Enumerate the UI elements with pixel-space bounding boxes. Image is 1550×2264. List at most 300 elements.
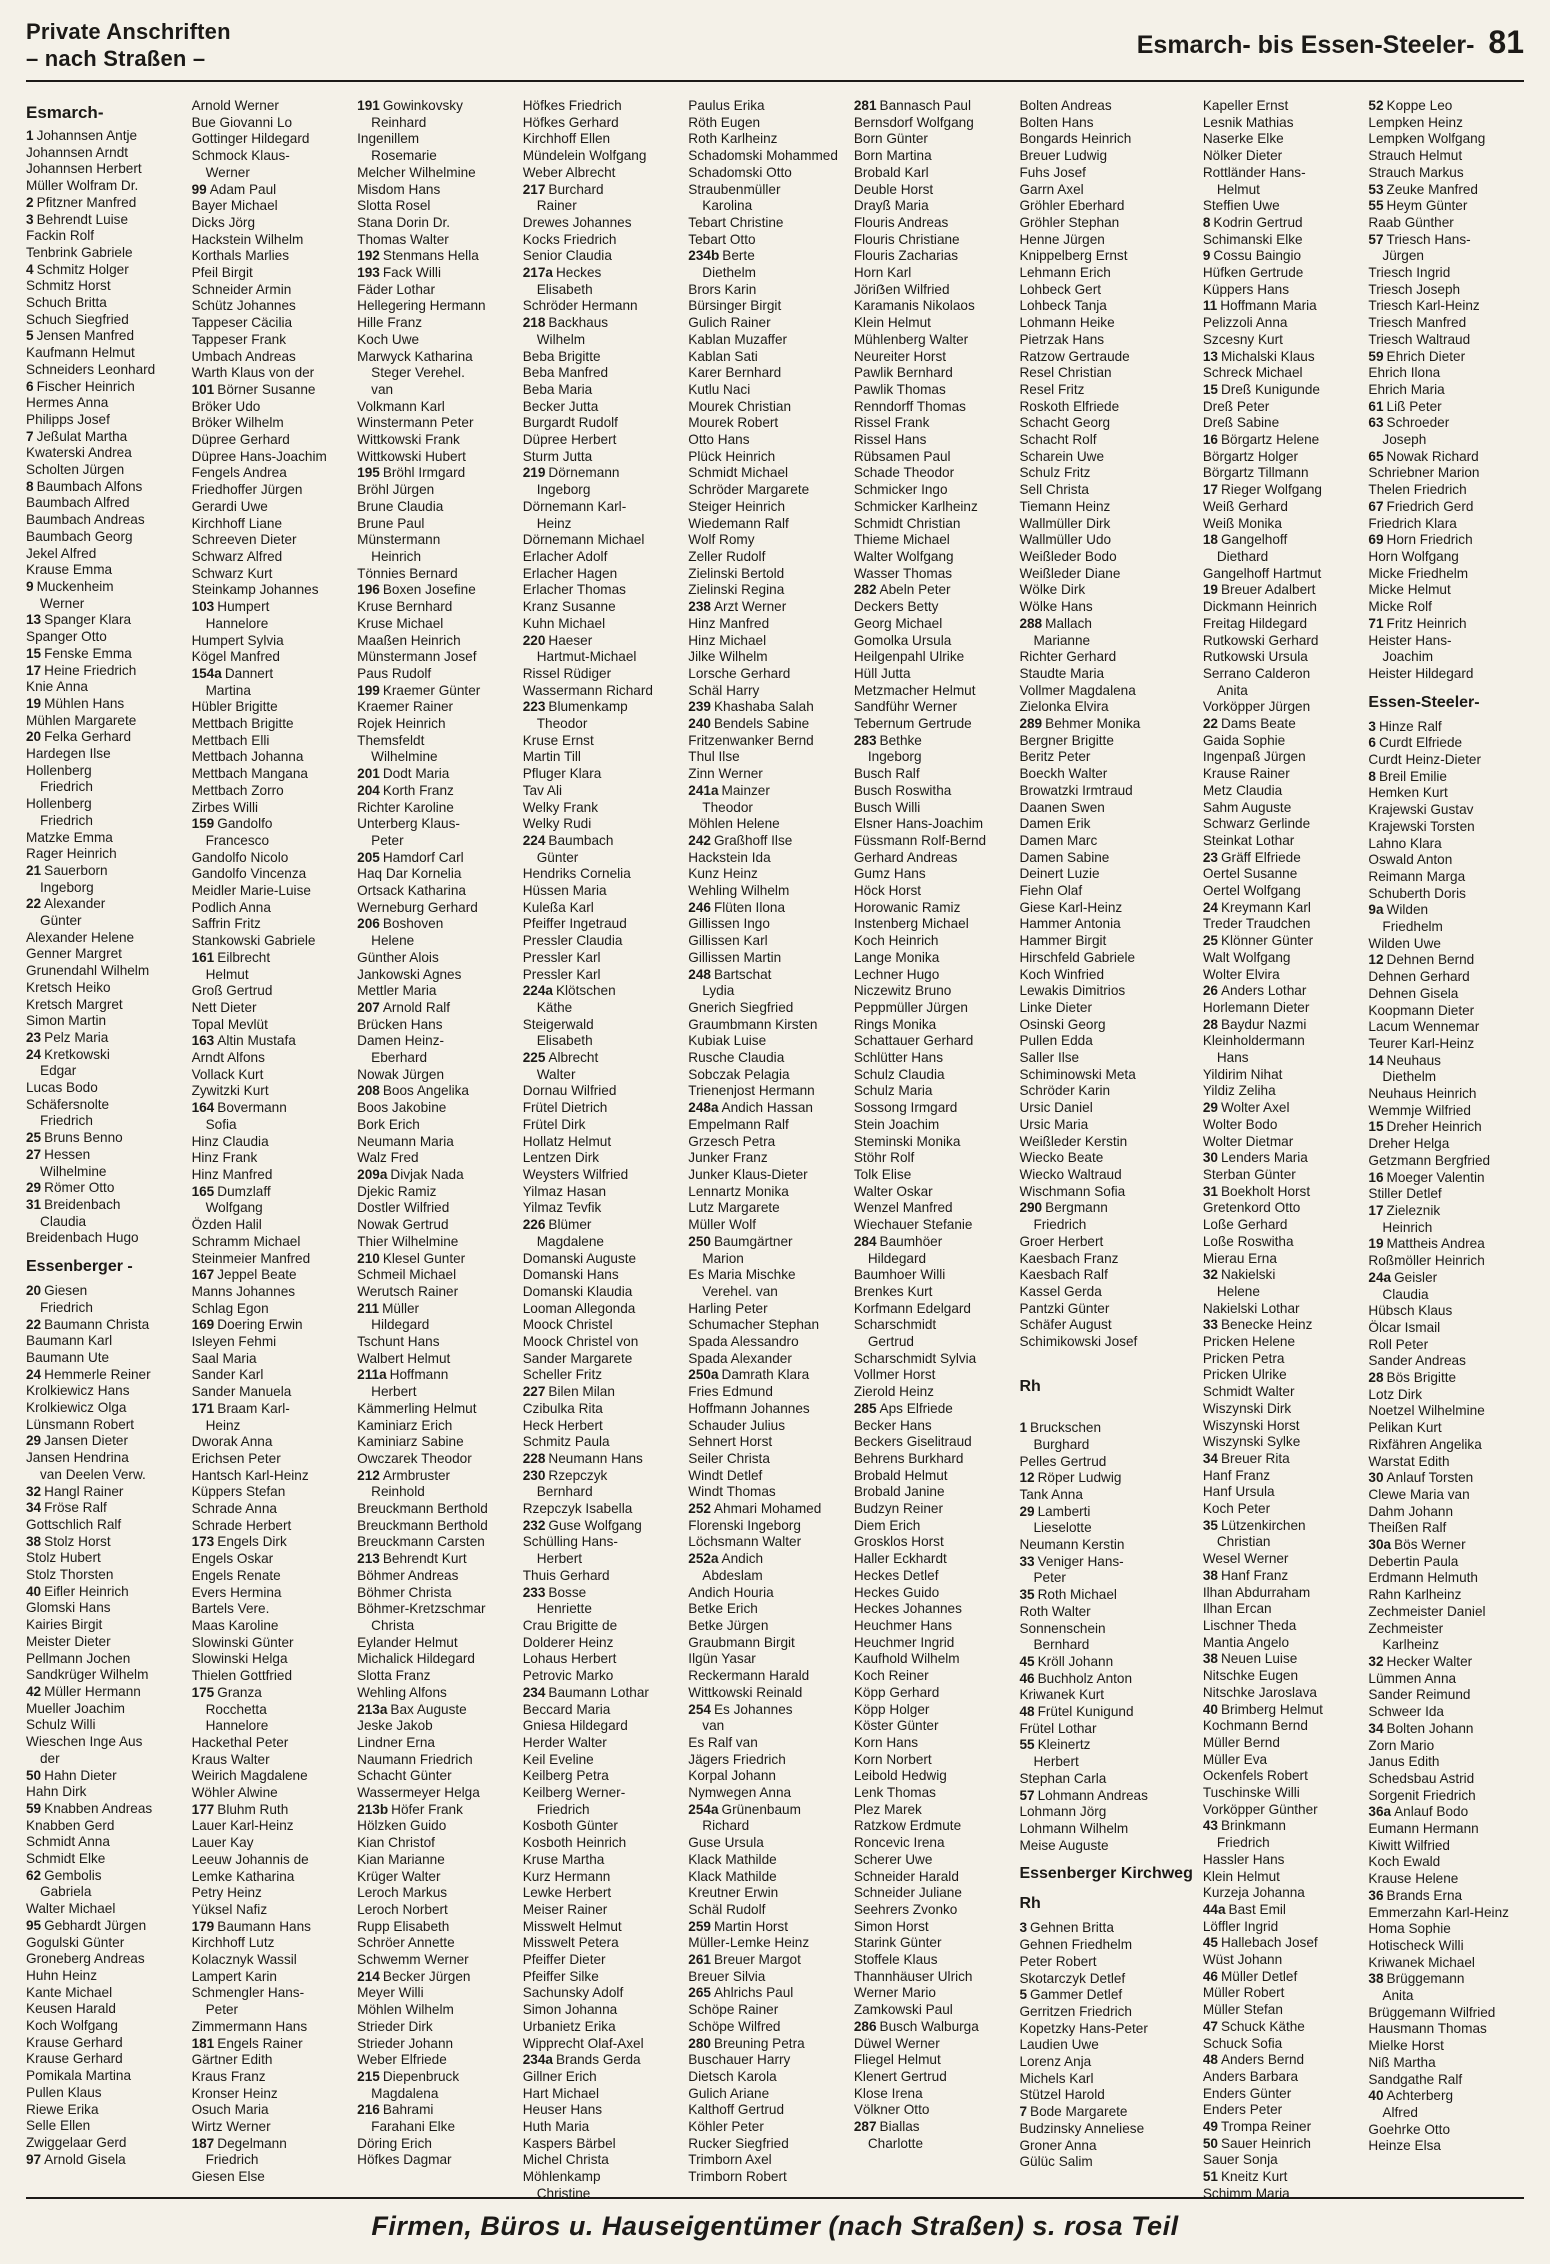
resident-entry — [1368, 332, 1524, 349]
resident-name: Trompa Reiner — [1220, 2119, 1312, 2135]
resident-entry — [1019, 349, 1192, 366]
resident-entry — [1203, 850, 1359, 867]
resident-entry — [854, 1000, 1010, 1017]
resident-name: Curdt Heinz-Dieter — [1368, 752, 1481, 768]
resident-name: Schmidt Walter — [1202, 1384, 1295, 1400]
resident-entry — [1019, 198, 1192, 215]
resident-entry — [357, 850, 513, 867]
street-heading: Essen-Steeler- — [1368, 693, 1480, 711]
resident-name: Kruse Michael — [357, 615, 444, 631]
resident-entry — [26, 2051, 182, 2068]
resident-name: Meister Dieter — [26, 1633, 111, 1649]
resident-name: Leeuw Johannis de — [191, 1851, 309, 1867]
resident-name: Schäl Harry — [688, 682, 760, 698]
resident-name: Erlacher Thomas — [522, 582, 626, 598]
resident-entry — [854, 1367, 1010, 1384]
entry-continuation: Günter — [40, 913, 82, 929]
resident-name: Gehnen Britta — [1030, 1920, 1114, 1936]
resident-entry — [1019, 1821, 1192, 1838]
resident-entry — [1368, 1821, 1524, 1838]
resident-name: Rahn Karlheinz — [1368, 1587, 1462, 1603]
resident-name: Erlacher Hagen — [522, 565, 618, 581]
resident-entry — [1019, 967, 1192, 984]
resident-name: Moock Christel von — [522, 1334, 639, 1350]
resident-entry — [854, 850, 1010, 867]
resident-entry — [1203, 950, 1359, 967]
street-heading: Rh — [1019, 1895, 1041, 1913]
resident-name: Kiwitt Wilfried — [1368, 1837, 1450, 1853]
entry-continuation: Burghard — [1033, 1436, 1090, 1452]
entry-continuation: Hildegard — [867, 1250, 927, 1266]
resident-entry — [192, 1551, 348, 1568]
resident-entry — [1203, 1217, 1359, 1234]
resident-name: Brobald Helmut — [853, 1467, 948, 1483]
resident-name: Jensen Manfred — [36, 328, 135, 344]
resident-entry — [357, 532, 513, 549]
resident-name: Hüfken Gertrude — [1202, 265, 1304, 281]
resident-entry — [357, 1852, 513, 1869]
resident-entry — [1203, 1952, 1359, 1969]
resident-entry — [1368, 1905, 1524, 1922]
entry-continuation: Magdalene — [536, 1233, 604, 1249]
resident-entry — [1203, 1167, 1359, 1184]
resident-name: Slowinski Helga — [191, 1651, 288, 1667]
resident-entry — [523, 1585, 679, 1602]
resident-entry — [26, 128, 182, 145]
house-number: 192 — [357, 248, 380, 264]
resident-entry — [1368, 752, 1524, 769]
resident-entry — [523, 1835, 679, 1852]
resident-name: Schäl Rudolf — [688, 1901, 766, 1917]
resident-name: Lohmann Jörg — [1019, 1804, 1107, 1820]
resident-name: Lohmann Wilhelm — [1019, 1820, 1129, 1836]
resident-name: Graubmann Birgit — [688, 1634, 795, 1650]
resident-entry — [688, 1017, 844, 1034]
resident-name: Triesch Karl-Heinz — [1368, 298, 1480, 314]
house-number: 248 — [688, 966, 711, 982]
resident-name: Weißleder Diane — [1019, 565, 1121, 581]
house-number: 239 — [688, 699, 711, 715]
entry-continuation: Helmut — [205, 966, 249, 982]
resident-entry — [1368, 1888, 1524, 1905]
resident-entry — [688, 850, 844, 867]
resident-name: Bue Giovanni Lo — [191, 114, 293, 130]
resident-name: Steminski Monika — [853, 1133, 961, 1149]
resident-name: Khashaba Salah — [713, 699, 814, 715]
resident-name: Domanski Hans — [522, 1267, 619, 1283]
resident-entry — [854, 1150, 1010, 1167]
resident-entry — [1203, 1869, 1359, 1886]
resident-name: Tenbrink Gabriele — [26, 244, 133, 260]
resident-name: Bode Margarete — [1030, 2104, 1128, 2120]
resident-entry — [1203, 649, 1359, 666]
resident-entry — [854, 1885, 1010, 1902]
resident-entry — [357, 983, 513, 1000]
column-1 — [26, 98, 182, 2203]
resident-entry — [1368, 1671, 1524, 1688]
resident-entry — [357, 1451, 513, 1468]
resident-entry — [1019, 516, 1192, 533]
resident-entry — [854, 482, 1010, 499]
resident-name: Breuckmann Berthold — [357, 1501, 488, 1517]
resident-name: Baumhöer — [879, 1233, 943, 1249]
resident-entry — [523, 1251, 679, 1268]
house-number: 29 — [1019, 1503, 1035, 1519]
resident-name: Sandführ Werner — [853, 699, 958, 715]
resident-name: Umbach Andreas — [191, 348, 296, 364]
resident-name: Arzt Werner — [713, 599, 787, 615]
resident-name: Pricken Helene — [1202, 1334, 1296, 1350]
resident-entry — [26, 1047, 182, 1064]
resident-name: Breuckmann Berthold — [357, 1517, 488, 1533]
resident-name: Bergmann — [1045, 1200, 1108, 1216]
house-number: 11 — [1202, 298, 1218, 314]
resident-entry — [26, 2085, 182, 2102]
resident-entry — [854, 1434, 1010, 1451]
house-number: 18 — [1202, 532, 1218, 548]
resident-name: Huhn Heinz — [26, 1967, 98, 1983]
resident-entry — [688, 2119, 844, 2136]
resident-entry — [192, 1334, 348, 1351]
resident-name: Hollenberg — [26, 762, 92, 778]
resident-name: Müller Hermann — [44, 1683, 141, 1699]
resident-name: Schmidt Michael — [688, 465, 789, 481]
resident-name: Hahn Dieter — [44, 1767, 117, 1783]
resident-entry — [192, 449, 348, 466]
resident-entry — [357, 1568, 513, 1585]
house-number: 281 — [853, 98, 877, 113]
resident-entry — [192, 1083, 348, 1100]
resident-name: Lamberti — [1037, 1503, 1091, 1519]
resident-entry — [688, 1067, 844, 1084]
resident-entry — [1368, 1687, 1524, 1704]
resident-entry — [688, 1100, 844, 1117]
resident-entry — [1203, 1134, 1359, 1151]
resident-entry — [1019, 549, 1192, 566]
resident-name: Michel Christa — [522, 2152, 609, 2168]
resident-name: Johannsen Arndt — [26, 144, 129, 160]
resident-name: Schauder Julius — [688, 1417, 786, 1433]
resident-name: Damen Erik — [1019, 816, 1091, 832]
resident-name: Hammer Antonia — [1019, 916, 1121, 932]
entry-continuation: Ingeborg — [536, 482, 591, 498]
resident-name: Füssmann Rolf-Bernd — [853, 832, 987, 848]
resident-name: Korpal Johann — [688, 1768, 776, 1784]
resident-entry — [1203, 1317, 1359, 1334]
resident-name: Sell Christa — [1019, 482, 1089, 498]
resident-name: Pfeiffer Dieter — [522, 1952, 606, 1968]
resident-name: Andich Houria — [688, 1584, 774, 1600]
resident-name: Linke Dieter — [1019, 999, 1092, 1015]
resident-name: Lewakis Dimitrios — [1019, 983, 1126, 999]
resident-entry — [1368, 98, 1524, 115]
house-number: 52 — [1368, 98, 1384, 113]
resident-entry — [192, 1635, 348, 1652]
resident-entry — [357, 465, 513, 482]
resident-name: Böhmer Andreas — [357, 1567, 459, 1583]
resident-entry — [192, 1651, 348, 1668]
resident-name: Rzepczyk Isabella — [522, 1501, 633, 1517]
resident-entry — [688, 950, 844, 967]
house-number: 24 — [26, 1046, 42, 1062]
resident-entry — [1203, 1451, 1359, 1468]
resident-name: Lutz Margarete — [688, 1200, 780, 1216]
house-number: 40 — [1368, 2088, 1384, 2104]
resident-entry — [1019, 1184, 1192, 1201]
resident-entry — [192, 432, 348, 449]
resident-entry — [1019, 131, 1192, 148]
resident-entry — [688, 532, 844, 549]
resident-entry — [192, 649, 348, 666]
resident-name: Schweer Ida — [1368, 1704, 1444, 1720]
resident-name: Petry Heinz — [191, 1885, 262, 1901]
resident-name: Dreher Helga — [1368, 1136, 1450, 1152]
resident-name: Haq Dar Kornelia — [357, 866, 462, 882]
resident-name: Brobald Janine — [853, 1484, 945, 1500]
resident-entry — [357, 1601, 513, 1618]
entry-continuation: Hartmut-Michael — [536, 649, 637, 665]
house-number: 40 — [26, 1583, 42, 1599]
resident-entry — [523, 399, 679, 416]
house-number: 31 — [1202, 1183, 1218, 1199]
resident-name: Leroch Norbert — [357, 1901, 448, 1917]
resident-entry — [192, 900, 348, 917]
resident-entry — [1368, 315, 1524, 332]
resident-name: Schülling Hans- — [522, 1534, 618, 1550]
resident-entry — [26, 1951, 182, 1968]
resident-name: Budzyn Reiner — [853, 1501, 944, 1517]
resident-name: Themsfeldt — [357, 732, 425, 748]
resident-name: Sehnert Horst — [688, 1434, 773, 1450]
resident-name: Meiser Rainer — [522, 1901, 608, 1917]
resident-entry — [192, 816, 348, 833]
resident-entry — [192, 1785, 348, 1802]
resident-entry — [26, 1567, 182, 1584]
house-number: 164 — [191, 1100, 215, 1116]
resident-name: Pantzki Günter — [1019, 1300, 1110, 1316]
resident-entry — [26, 646, 182, 663]
resident-entry — [1203, 1885, 1359, 1902]
resident-entry — [357, 1401, 513, 1418]
resident-name: Fackin Rolf — [26, 228, 94, 244]
resident-entry — [1019, 365, 1192, 382]
resident-entry — [357, 1685, 513, 1702]
resident-name: Breil Emilie — [1378, 768, 1447, 784]
resident-name: Sachunsky Adolf — [522, 1985, 624, 2001]
resident-entry — [854, 2119, 1010, 2136]
resident-name: Weber Elfriede — [357, 2052, 447, 2068]
resident-name: Bröhl Irmgard — [382, 465, 466, 481]
house-number: 32 — [1202, 1267, 1218, 1283]
house-number: 250 — [688, 1233, 711, 1249]
resident-name: Triesch Ingrid — [1368, 265, 1451, 281]
resident-name: Koopmann Dieter — [1368, 1002, 1475, 1018]
house-number: 171 — [191, 1400, 215, 1416]
resident-entry — [1368, 1537, 1524, 1554]
resident-name: Richter Gerhard — [1019, 649, 1117, 665]
resident-entry — [688, 332, 844, 349]
entry-continuation: Ingeborg — [867, 749, 922, 765]
resident-entry — [26, 729, 182, 746]
resident-entry — [854, 1184, 1010, 1201]
resident-name: Kirchhoff Liane — [191, 515, 282, 531]
resident-name: Tappeser Cäcilia — [191, 315, 293, 331]
resident-name: Schöpe Wilfred — [688, 2018, 781, 2034]
house-number: 1 — [1019, 1420, 1027, 1436]
resident-entry — [854, 633, 1010, 650]
resident-name: Triesch Waltraud — [1368, 331, 1471, 347]
resident-entry — [1368, 1570, 1524, 1587]
house-number: 14 — [1368, 1052, 1384, 1068]
resident-name: Trimborn Axel — [688, 2152, 772, 2168]
resident-entry — [357, 1134, 513, 1151]
resident-entry — [26, 629, 182, 646]
resident-entry — [1368, 465, 1524, 482]
house-number: 22 — [26, 1316, 42, 1332]
resident-name: Burgardt Rudolf — [522, 415, 618, 431]
house-number: 24a — [1368, 1269, 1392, 1285]
resident-entry — [1203, 516, 1359, 533]
resident-name: Breidenbach — [44, 1197, 121, 1212]
resident-name: Micke Friedhelm — [1368, 565, 1469, 581]
resident-entry — [854, 1852, 1010, 1869]
resident-name: Domanski Auguste — [522, 1250, 637, 1266]
resident-name: Behmer Monika — [1045, 716, 1141, 732]
resident-entry — [1368, 215, 1524, 232]
resident-name: Andich — [721, 1551, 764, 1567]
resident-name: Nakielski Lothar — [1202, 1300, 1300, 1316]
resident-entry — [1368, 952, 1524, 969]
resident-entry — [26, 1400, 182, 1417]
resident-name: Krause Gerhard — [26, 2051, 123, 2067]
house-number: 3 — [26, 211, 34, 227]
resident-name: Arndt Alfons — [191, 1050, 265, 1066]
resident-name: Schriebner Marion — [1368, 465, 1480, 481]
resident-entry — [854, 1685, 1010, 1702]
resident-entry — [1203, 465, 1359, 482]
resident-entry — [1019, 1167, 1192, 1184]
resident-entry — [1203, 1200, 1359, 1217]
resident-name: Koch Uwe — [357, 331, 420, 347]
resident-entry — [357, 399, 513, 416]
resident-name: Keusen Harald — [26, 2001, 116, 2017]
resident-entry — [1203, 1735, 1359, 1752]
resident-name: Metz Claudia — [1202, 782, 1283, 798]
house-number: 210 — [357, 1250, 380, 1266]
house-number: 213a — [357, 1701, 388, 1717]
entry-continuation: Herbert — [536, 1551, 583, 1567]
house-number: 290 — [1019, 1200, 1043, 1216]
resident-entry — [688, 1451, 844, 1468]
resident-name: Kuleßa Karl — [522, 899, 594, 915]
entry-continuation: Charlotte — [867, 2135, 924, 2151]
resident-entry — [26, 1550, 182, 1567]
resident-name: Betke Erich — [688, 1601, 758, 1617]
column-9 — [1368, 98, 1524, 2203]
resident-name: Breuer Adalbert — [1220, 582, 1316, 598]
resident-name: Baumann Ute — [26, 1349, 110, 1365]
resident-entry — [854, 1401, 1010, 1418]
resident-name: Kraemer Günter — [382, 682, 481, 698]
resident-entry — [26, 1968, 182, 1985]
resident-name: Kaminiarz Sabine — [357, 1434, 464, 1450]
resident-name: Heckes Detlef — [853, 1567, 939, 1583]
resident-entry — [688, 131, 844, 148]
house-number: 12 — [1368, 952, 1384, 968]
resident-entry — [26, 278, 182, 295]
resident-entry — [523, 983, 679, 1000]
resident-name: Hantsch Karl-Heinz — [191, 1467, 309, 1483]
resident-entry — [854, 1017, 1010, 1034]
resident-name: Pricken Ulrike — [1202, 1367, 1287, 1383]
resident-entry — [1368, 365, 1524, 382]
house-number: 195 — [357, 465, 380, 481]
resident-name: Lünsmann Robert — [26, 1416, 135, 1432]
resident-name: Gillissen Martin — [688, 949, 782, 965]
resident-name: Heister Hans- — [1368, 632, 1452, 648]
resident-entry — [26, 1013, 182, 1030]
resident-name: Dörnemann Michael — [522, 532, 645, 548]
resident-name: Klötschen — [555, 983, 616, 999]
resident-entry — [357, 1501, 513, 1518]
resident-entry — [1203, 599, 1359, 616]
resident-entry — [1368, 532, 1524, 549]
resident-entry — [854, 599, 1010, 616]
resident-entry — [26, 997, 182, 1014]
resident-name: Bannasch Paul — [879, 98, 971, 113]
resident-name: Moeger Valentin — [1386, 1169, 1485, 1185]
resident-name: Neumann Maria — [357, 1133, 454, 1149]
resident-name: Veniger Hans- — [1037, 1553, 1124, 1569]
resident-name: Schröder Margarete — [688, 482, 810, 498]
column-4 — [523, 98, 679, 2203]
resident-name: Marwyck Katharina — [357, 348, 473, 364]
resident-entry — [854, 1317, 1010, 1334]
resident-entry — [26, 696, 182, 713]
resident-entry — [523, 1334, 679, 1351]
resident-name: Dams Beate — [1220, 716, 1296, 732]
resident-name: Rissel Hans — [853, 432, 927, 448]
resident-name: Gangelhoff — [1220, 532, 1288, 548]
resident-entry — [1019, 749, 1192, 766]
resident-entry — [1368, 1353, 1524, 1370]
resident-entry — [192, 1585, 348, 1602]
resident-entry — [854, 2102, 1010, 2119]
house-number: 254a — [688, 1801, 719, 1817]
resident-name: Bayer Michael — [191, 198, 278, 214]
resident-name: Abeln Peter — [879, 582, 951, 598]
house-number: 169 — [191, 1317, 215, 1333]
house-number: 242 — [688, 832, 711, 848]
resident-entry — [1019, 950, 1192, 967]
resident-entry — [854, 2086, 1010, 2103]
resident-entry — [854, 983, 1010, 1000]
resident-entry — [1019, 866, 1192, 883]
resident-entry — [192, 916, 348, 933]
resident-name: Gröhler Eberhard — [1019, 198, 1125, 214]
resident-name: Henne Jürgen — [1019, 231, 1105, 247]
house-number: 12 — [1019, 1470, 1035, 1486]
resident-name: Mettbach Elli — [191, 732, 270, 748]
resident-name: Weiß Gerhard — [1202, 498, 1288, 514]
resident-name: Grosklos Horst — [853, 1534, 944, 1550]
entry-continuation: Werner — [205, 164, 250, 180]
resident-name: Kruse Martha — [522, 1851, 605, 1867]
resident-name: Thannhäuser Ulrich — [853, 1968, 973, 1984]
resident-name: Jekel Alfred — [26, 545, 97, 561]
resident-entry — [1203, 1651, 1359, 1668]
resident-name: Behrendt Luise — [36, 211, 129, 227]
